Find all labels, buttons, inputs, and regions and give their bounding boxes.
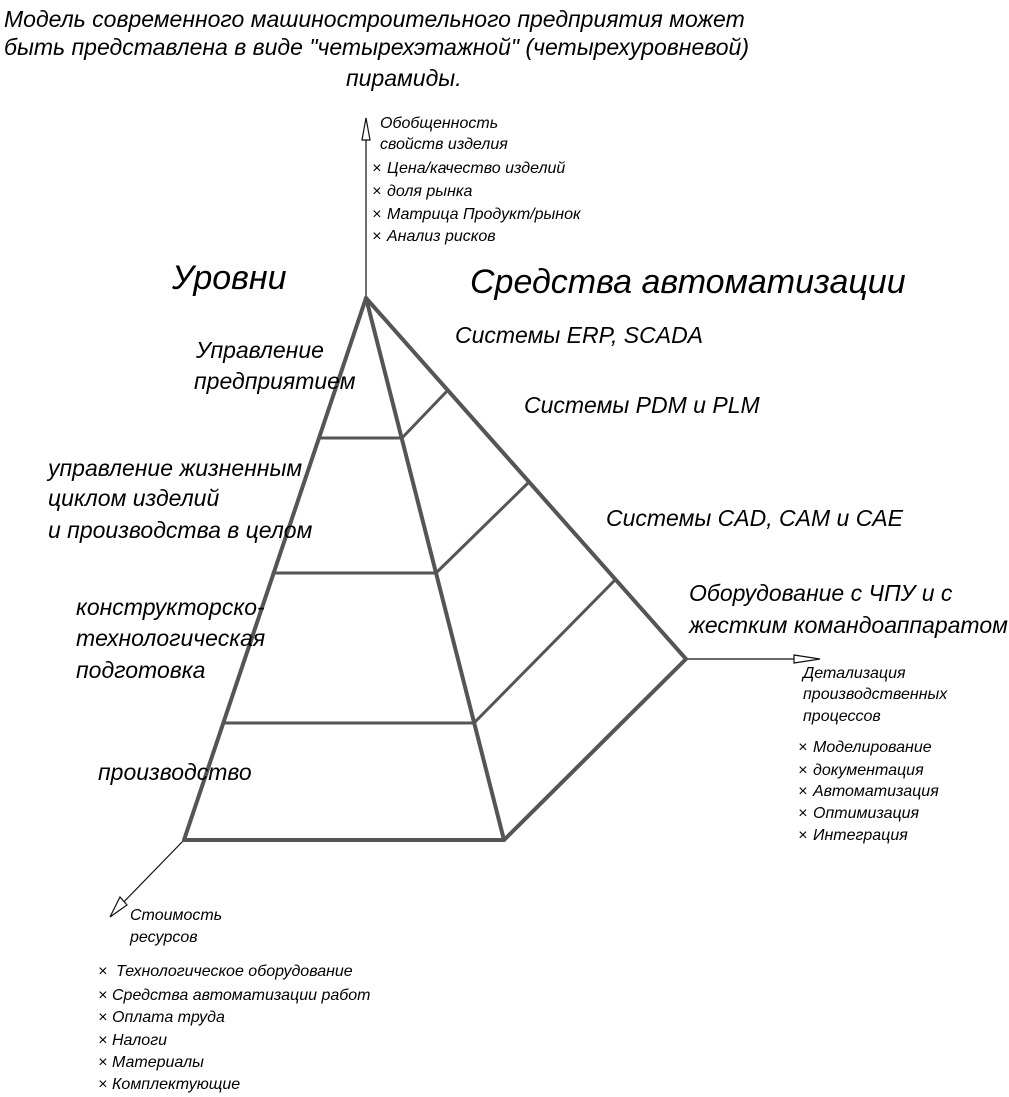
bullet-marker-icon: ×	[372, 183, 382, 200]
title-line: быть представлена в виде "четырехэтажной" (четырехуровневой)	[4, 34, 749, 60]
level-label: конструкторско-	[76, 594, 265, 620]
tool-label: Системы PDM и PLM	[524, 392, 760, 418]
level-label: и производства в целом	[48, 517, 313, 543]
level-label: Управление	[196, 337, 324, 363]
bullet-marker-icon: ×	[798, 827, 808, 844]
bullet-marker-icon: ×	[98, 1076, 108, 1093]
bullet-marker-icon: ×	[372, 206, 382, 223]
diagonal-axis-item: Технологическое оборудование	[116, 963, 353, 980]
horizontal-axis-label: процессов	[803, 708, 881, 725]
diagonal-axis-item: Налоги	[112, 1032, 167, 1049]
horizontal-axis-item: Моделирование	[813, 739, 932, 756]
level-label: подготовка	[76, 657, 206, 683]
diagonal-axis	[116, 840, 184, 910]
level-label: предприятием	[194, 368, 356, 394]
bullet-marker-icon: ×	[98, 1054, 108, 1071]
diagonal-axis-item: Материалы	[112, 1054, 204, 1071]
diagonal-axis-arrow-icon	[110, 897, 127, 917]
bullet-marker-icon: ×	[98, 987, 108, 1004]
bullet-marker-icon: ×	[798, 783, 808, 800]
bullet-marker-icon: ×	[798, 805, 808, 822]
level-label: технологическая	[76, 625, 266, 651]
vertical-axis-label: свойств изделия	[380, 136, 508, 153]
horizontal-axis-arrow-icon	[794, 655, 820, 663]
horizontal-axis-item: Оптимизация	[813, 805, 920, 822]
diagonal-axis-label: ресурсов	[130, 929, 198, 946]
tool-label: Системы CAD, CAM и CAE	[606, 505, 903, 531]
tool-label: Оборудование с ЧПУ и с	[689, 580, 953, 606]
bullet-marker-icon: ×	[372, 228, 382, 245]
level-label: управление жизненным	[48, 455, 303, 481]
vertical-axis-item: Анализ рисков	[387, 228, 496, 245]
diagonal-axis-item: Комплектующие	[112, 1076, 241, 1093]
horizontal-axis-item: Интеграция	[813, 827, 908, 844]
level-label: циклом изделий	[48, 485, 220, 511]
bullet-marker-icon: ×	[98, 1032, 108, 1049]
title-line: пирамиды.	[346, 65, 462, 91]
tool-label: жестким командоаппаратом	[689, 612, 1008, 638]
tools-heading: Средства автоматизации	[470, 263, 906, 301]
horizontal-axis-item: Автоматизация	[813, 783, 939, 800]
level-label: производство	[98, 759, 252, 785]
vertical-axis-arrow-icon	[362, 118, 370, 140]
vertical-axis-item: Цена/качество изделий	[387, 160, 566, 177]
level-divider-right	[474, 580, 615, 723]
bullet-marker-icon: ×	[98, 1009, 108, 1026]
horizontal-axis-label: производственных	[803, 686, 948, 703]
bullet-marker-icon: ×	[798, 762, 808, 779]
level-divider-right	[436, 483, 528, 573]
horizontal-axis-label: Детализация	[803, 665, 906, 682]
vertical-axis-item: Матрица Продукт/рынок	[387, 206, 581, 223]
tool-label: Системы ERP, SCADA	[455, 322, 704, 348]
level-divider-right	[402, 390, 448, 438]
diagonal-axis-item: Оплата труда	[112, 1009, 225, 1026]
vertical-axis-item: доля рынка	[387, 183, 473, 200]
vertical-axis-label: Обобщенность	[380, 115, 499, 132]
bullet-marker-icon: ×	[98, 963, 108, 980]
diagonal-axis-label: Стоимость	[130, 907, 223, 924]
horizontal-axis-item: документация	[813, 762, 924, 779]
pyramid-front-edge	[366, 298, 504, 840]
title-line: Модель современного машиностроительного предприятия может	[4, 6, 745, 32]
bullet-marker-icon: ×	[798, 739, 808, 756]
levels-heading: Уровни	[172, 259, 287, 297]
diagonal-axis-item: Средства автоматизации работ	[112, 987, 371, 1004]
bullet-marker-icon: ×	[372, 160, 382, 177]
